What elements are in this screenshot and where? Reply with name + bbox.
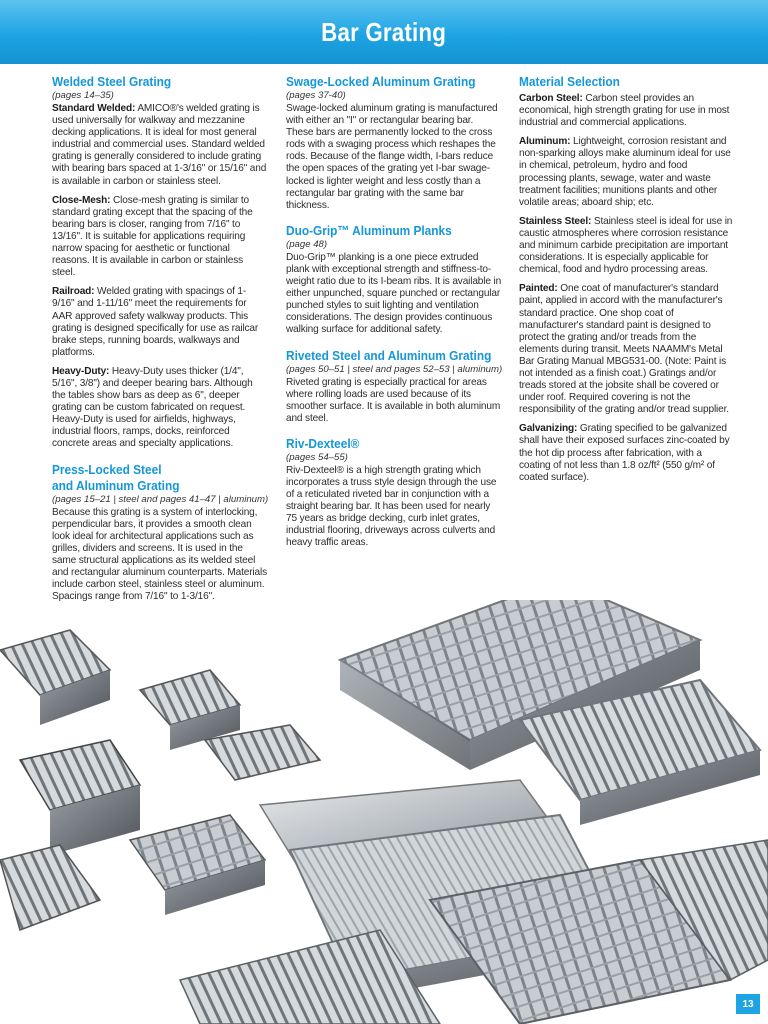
paragraph-text: Close-mesh grating is similar to standard grating except that the spacing of the bearing bars is closer, ranging from 7/16" to 13/16". It is suitable for applications requiring narrow spacing for aesthetic or functional reasons. It is available in carbon or stainless steel.: [52, 194, 253, 279]
section-title: Duo-Grip™ Aluminum Planks: [286, 222, 452, 238]
paragraph-swage-locked: Swage-locked aluminum grating is manufactured with either an "I" or rectangular bearing bar. These bars are permanently locked to the cross rods with a swaging process which reshapes the rods. Because of the flange width, I-bars reduce the open spaces of the grating yet I-bar swage-locked is lighter weight and less costly than a rectangular bar grating with the same bar thickness.: [286, 103, 498, 211]
lead-term: Heavy-Duty:: [52, 365, 110, 377]
lead-term: Railroad:: [52, 286, 95, 298]
paragraph-text: Stainless steel is ideal for use in caustic atmospheres where corrosion resistance and minimum carbide precipitation are important considerations. It is especially applicable for chemical, food and hydro processing areas.: [519, 215, 733, 276]
lead-term: Stainless Steel:: [519, 215, 592, 227]
grating-sample-small-6: [0, 845, 100, 930]
page-number: 13: [736, 994, 760, 1014]
paragraph-text: Carbon steel provides an economical, high strength grating for use in most industrial and commercial applications.: [519, 93, 730, 129]
lead-term: Carbon Steel:: [519, 93, 583, 104]
paragraph-painted: [519, 283, 735, 416]
section-title: Riveted Steel and Aluminum Grating: [286, 347, 492, 363]
paragraph-heavy-duty: [52, 366, 268, 451]
page-reference: (pages 14–35): [52, 90, 114, 101]
paragraph-press-locked: Because this grating is a system of interlocking, perpendicular bars, it provides a smooth clean look ideal for architectural applications such as grilles, dividers and screens. It is used in the same structural applications as its welded steel and rectangular aluminum counterparts. Materials include carbon steel, stainless steel or aluminum. Spacings range from 7/16" to 1-3/16".: [52, 506, 267, 603]
section-material-selection: [519, 74, 735, 484]
paragraph-text: AMICO®'s welded grating is used universally for walkway and mezzanine decking applications. It is ideal for most general industrial and commercial uses. Standard welded grating is generally considered to include grating with bearing bars spaced at 1-3/16" or 15/16" and is available in carbon or stainless steel.: [52, 103, 267, 187]
page-reference: (pages 15–21 | steel and pages 41–47 | aluminum): [52, 493, 269, 505]
page-title: Bar Grating: [321, 16, 447, 47]
section-welded-steel: [52, 74, 268, 451]
section-duo-grip: [286, 223, 502, 337]
lead-term: Close-Mesh:: [52, 194, 111, 206]
lead-term: Standard Welded:: [52, 103, 136, 114]
paragraph-stainless-steel: [519, 216, 735, 276]
lead-term: Aluminum:: [519, 136, 571, 148]
section-title: Riv-Dexteel®: [286, 435, 360, 451]
lead-term: Painted:: [519, 283, 558, 295]
section-title: Press-Locked Steel: [52, 461, 162, 477]
section-title: Material Selection: [519, 74, 620, 89]
paragraph-text: One coat of manufacturer's standard paint, applied in accord with the manufacturer's standard practice. One shop coat of manufacturer's standard paint is designed to protect the grating and/or treads from the elements during transit. Meets NAAMM's Metal Bar Grating Manual MBG531-00. (Note: Paint is not intended as a finish coat.) Gratings and/or treads stored at the jobsite shall be covered or under roof. Required covering is not the responsibility of the grating and/or tread supplier.: [519, 283, 729, 416]
page-reference: (page 48): [286, 238, 328, 250]
paragraph-text: Lightweight, corrosion resistant and non-sparking alloys make aluminum ideal for use in chemical, petroleum, hydro and food processing plants, sewage, water and waste treatment facilities; munitions plants and other volatile areas; aboard ship; etc.: [519, 136, 731, 208]
paragraph-text: Heavy-Duty uses thicker (1/4", 5/16", 3/8") and deeper bearing bars. Although the tables show bars as deep as 6", deeper grating can be custom fabricated on request. Heavy-Duty is used for airfields, highways, industrial floors, ramps, docks, reinforced concrete areas and specialty applications.: [52, 365, 253, 450]
lead-term: Galvanizing:: [519, 423, 578, 435]
paragraph-text: Welded grating with spacings of 1-9/16" and 1-11/16" meet the requirements for AAR approved safety walkway products. This grating is designed specifically for use as railcar brake steps, running boards, walkways and platforms.: [52, 286, 259, 358]
paragraph-railroad: [52, 286, 268, 359]
page-reference: (pages 50–51 | steel and pages 52–53 | aluminum): [286, 363, 503, 375]
grating-products-photo: [0, 600, 768, 1024]
section-riveted: [286, 348, 502, 425]
section-riv-dexteel: [286, 436, 502, 550]
paragraph-riveted: Riveted grating is especially practical for areas where rolling loads are used because of its smoother surface. It is available in both aluminum and steel.: [286, 376, 501, 424]
section-title: and Aluminum Grating: [52, 477, 180, 493]
column-2: [286, 74, 502, 561]
paragraph-close-mesh: [52, 195, 268, 280]
column-1: [52, 74, 268, 614]
column-3: [519, 74, 735, 495]
grating-sample-small-5: [130, 815, 265, 915]
paragraph-text: Grating specified to be galvanized shall have their exposed surfaces zinc-coated by the hot dip process after fabrication, with a coating of not less than 1.8 oz/ft² (550 g/m² of coated surface).: [519, 423, 730, 483]
page-reference: (pages 54–55): [286, 451, 348, 463]
grating-sample-small-1: [0, 630, 110, 725]
section-press-locked: [52, 462, 268, 604]
paragraph-galvanizing: [519, 423, 735, 483]
paragraph-standard-welded: [52, 103, 268, 188]
section-title: Swage-Locked Aluminum Grating: [286, 74, 476, 89]
section-swage-locked: [286, 74, 502, 212]
section-title: Welded Steel Grating: [52, 74, 172, 89]
paragraph-duo-grip: Duo-Grip™ planking is a one piece extruded plank with exceptional strength and stiffness-to-weight ratio due to its I-beam ribs. It is available in either unpunched, square punched or rectangular punched styles to suit lighting and ventilation considerations. The design provides continuous walking surface for additional safety.: [286, 251, 502, 336]
paragraph-riv-dexteel: Riv-Dexteel® is a high strength grating which incorporates a truss style design through the use of a reticulated riveted bar in conjunction with a straight bearing bar. It has been used for nearly 75 years as bridge decking, curb inlet grates, industrial flooring, driveways across culverts and heavy traffic areas.: [286, 464, 497, 549]
paragraph-aluminum: [519, 136, 735, 209]
paragraph-carbon-steel: [519, 93, 735, 129]
grating-sample-small-3: [20, 740, 140, 855]
page-reference: (pages 37-40): [286, 90, 346, 101]
page-header-banner: [0, 0, 768, 64]
